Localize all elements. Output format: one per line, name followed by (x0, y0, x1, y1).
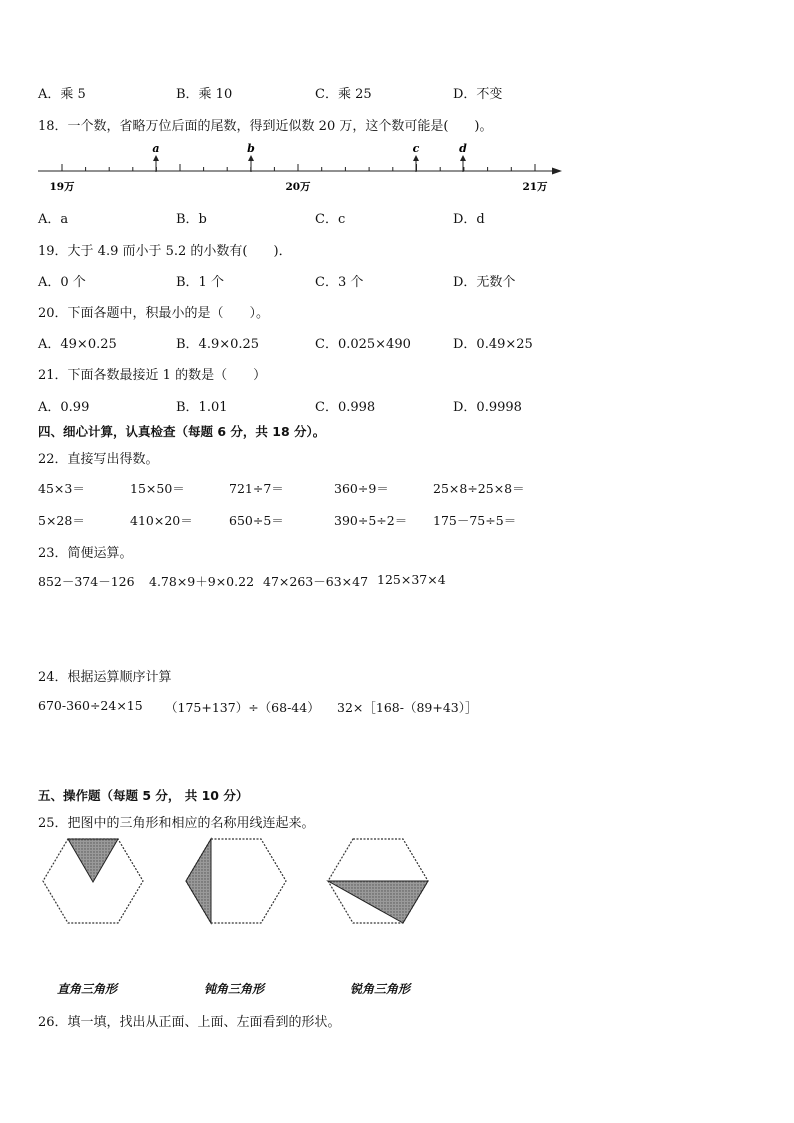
q23-item-2: 4.78×9＋9×0.22 (149, 574, 255, 589)
q22-r2-c1: 5×28＝ (38, 513, 85, 528)
q20-option-b: B．4.9×0.25 (176, 337, 260, 352)
point-d-label: d (459, 142, 467, 155)
q22-r2-c3: 650÷5＝ (229, 513, 284, 528)
q22-r1-c2: 15×50＝ (130, 481, 185, 496)
q18-option-b: B．b (176, 212, 207, 227)
q24-stem: 24．根据运算顺序计算 (38, 670, 172, 685)
q18-option-d: D．d (453, 212, 485, 227)
point-b-label: b (247, 142, 255, 155)
q22-r1-c5: 25×8÷25×8＝ (433, 481, 525, 496)
q18-stem: 18．一个数，省略万位后面的尾数，得到近似数 20 万，这个数可能是( )。 (38, 119, 493, 134)
tick-label-19wan: 19万 (49, 181, 75, 193)
q21-option-b: B．1.01 (176, 400, 228, 415)
q22-r2-c5: 175－75÷5＝ (433, 513, 517, 528)
q24-item-2: （175+137）÷（68-44） (165, 700, 320, 715)
q20-option-a: A．49×0.25 (38, 337, 117, 352)
q22-r1-c4: 360÷9＝ (334, 481, 389, 496)
acute-triangle-shape (68, 839, 118, 882)
section-4-heading: 四、细心计算，认真检查（每题 6 分，共 18 分）。 (38, 424, 326, 439)
point-c-label: c (412, 142, 420, 155)
q23-stem: 23．简便运算。 (38, 546, 133, 561)
right-triangle-shape (328, 881, 428, 923)
q19-option-a: A．0 个 (38, 275, 86, 290)
q19-stem: 19．大于 4.9 而小于 5.2 的小数有( )． (38, 244, 292, 259)
q22-r1-c3: 721÷7＝ (229, 481, 284, 496)
q19-option-c: C．3 个 (315, 275, 364, 290)
point-c-arrow (413, 155, 419, 161)
q21-stem: 21．下面各数最接近 1 的数是（ ） (38, 368, 267, 383)
q23-item-4: 125×37×4 (377, 572, 446, 587)
section-5-heading: 五、操作题（每题 5 分， 共 10 分） (38, 788, 249, 803)
q25-stem: 25．把图中的三角形和相应的名称用线连起来。 (38, 816, 315, 831)
q22-r2-c4: 390÷5÷2＝ (334, 513, 408, 528)
q22-r1-c1: 45×3＝ (38, 481, 85, 496)
tick-label-21wan: 21万 (522, 181, 548, 193)
q24-item-1: 670-360÷24×15 (38, 698, 143, 713)
q17-option-d: D．不变 (453, 87, 503, 102)
q22-stem: 22．直接写出得数。 (38, 452, 159, 467)
tick-label-20wan: 20万 (285, 181, 311, 193)
q19-option-d: D．无数个 (453, 275, 516, 290)
q20-option-c: C．0.025×490 (315, 337, 411, 352)
q20-stem: 20．下面各题中，积最小的是（ ）。 (38, 306, 270, 321)
q17-option-b: B．乘 10 (176, 87, 233, 102)
q24-item-3: 32×［168-（89+43）］ (337, 700, 478, 715)
q21-option-d: D．0.9998 (453, 400, 522, 415)
hexagon-3 (328, 839, 428, 923)
minor-ticks (62, 164, 535, 171)
q18-option-a: A．a (38, 212, 69, 227)
hexagon-1 (43, 839, 143, 923)
point-a-label: a (152, 142, 160, 155)
q26-stem: 26．填一填，找出从正面、上面、左面看到的形状。 (38, 1015, 341, 1030)
q18-option-c: C．c (315, 212, 346, 227)
point-a-arrow (153, 155, 159, 161)
q22-r2-c2: 410×20＝ (130, 513, 193, 528)
q23-item-1: 852－374－126 (38, 574, 135, 589)
obtuse-triangle-shape (186, 839, 211, 923)
name-obtuse-triangle: 钝角三角形 (204, 982, 265, 996)
name-right-triangle: 直角三角形 (57, 982, 118, 996)
q19-option-b: B．1 个 (176, 275, 224, 290)
q21-option-a: A．0.99 (38, 400, 90, 415)
name-acute-triangle: 锐角三角形 (350, 982, 411, 996)
q17-option-a: A．乘 5 (38, 87, 86, 102)
point-d-arrow (460, 155, 466, 161)
q17-option-c: C．乘 25 (315, 87, 372, 102)
q21-option-c: C．0.998 (315, 400, 376, 415)
point-b-arrow (248, 155, 254, 161)
number-line-arrow (552, 168, 562, 175)
q20-option-d: D．0.49×25 (453, 337, 533, 352)
hexagon-figures (0, 830, 794, 940)
q23-item-3: 47×263－63×47 (263, 574, 369, 589)
number-line (0, 138, 794, 198)
hexagon-2 (186, 839, 286, 923)
